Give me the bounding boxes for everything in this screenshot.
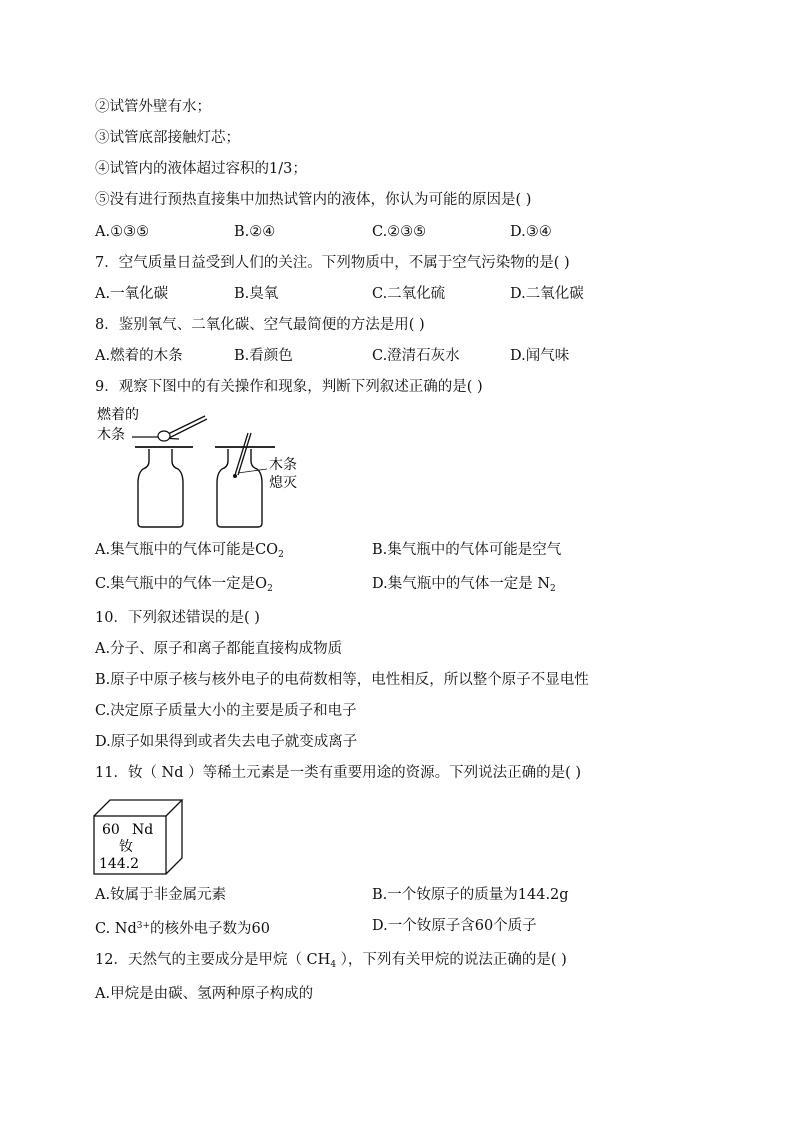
figure-label: 木条	[269, 457, 297, 473]
option: A.集气瓶中的气体可能是$CO_2$	[95, 542, 284, 560]
option: D.③④	[510, 224, 552, 240]
option: C.二氧化硫	[372, 286, 446, 302]
question-stem: 12．天然气的主要成分是甲烷（ $CH_4$ ），下列有关甲烷的说法正确的是( )	[95, 952, 567, 970]
option: B.臭氧	[234, 286, 279, 302]
wood-splint	[167, 419, 207, 439]
figure-label: 木条	[97, 427, 125, 443]
figure-label: 熄灭	[269, 475, 297, 491]
question-stem: 11．钕（ Nd ）等稀土元素是一类有重要用途的资源。下列说法正确的是( )	[95, 765, 582, 781]
element-card-figure	[92, 798, 187, 878]
option: A.分子、原子和离子都能直接构成物质	[95, 641, 343, 657]
gas-bottle-figure	[95, 403, 315, 531]
option: C.澄清石灰水	[372, 348, 460, 364]
element-name: 钕	[119, 839, 133, 855]
gas-bottle	[138, 449, 183, 527]
option: B.看颜色	[234, 348, 293, 364]
option: D.原子如果得到或者失去电子就变成离子	[95, 734, 358, 750]
question-stem: 10．下列叙述错误的是( )	[95, 610, 260, 626]
option: A.甲烷是由碳、氢两种原子构成的	[95, 986, 314, 1002]
option: D.集气瓶中的气体一定是 $N_2$	[372, 576, 556, 594]
element-symbol: Nd	[132, 822, 154, 838]
option: A.一氧化碳	[95, 286, 169, 302]
option: B.一个钕原子的质量为144.2g	[372, 887, 569, 903]
option: A.①③⑤	[95, 224, 150, 240]
text-line: ⑤没有进行预热直接集中加热试管内的液体，你认为可能的原因是( )	[95, 192, 532, 208]
option: D.一个钕原子含60个质子	[372, 918, 537, 934]
option: A.燃着的木条	[95, 348, 183, 364]
figure-label: 燃着的	[97, 407, 139, 423]
option: B.原子中原子核与核外电子的电荷数相等，电性相反，所以整个原子不显电性	[95, 672, 589, 688]
option: B.集气瓶中的气体可能是空气	[372, 542, 562, 558]
option: C.②③⑤	[372, 224, 427, 240]
question-stem: 7．空气质量日益受到人们的关注。下列物质中，不属于空气污染物的是( )	[95, 255, 570, 271]
atomic-number: 60	[102, 822, 120, 838]
flame	[158, 431, 170, 441]
question-stem: 9．观察下图中的有关操作和现象，判断下列叙述正确的是( )	[95, 379, 483, 395]
option: D.二氧化碳	[510, 286, 584, 302]
option: C. $Nd^{3+}$的核外电子数为60	[95, 921, 270, 937]
option: A.钕属于非金属元素	[95, 887, 227, 903]
text-line: ③试管底部接触灯芯；	[95, 130, 240, 146]
option: C.决定原子质量大小的主要是质子和电子	[95, 703, 357, 719]
text-line: ②试管外壁有水；	[95, 99, 211, 115]
option: C.集气瓶中的气体一定是$O_2$	[95, 576, 273, 594]
question-stem: 8．鉴别氧气、二氧化碳、空气最简便的方法是用( )	[95, 317, 425, 333]
wood-splint	[235, 433, 248, 475]
option: B.②④	[234, 224, 276, 240]
text-line: ④试管内的液体超过容积的1/3；	[95, 161, 307, 177]
option: D.闻气味	[510, 348, 570, 364]
atomic-mass: 144.2	[99, 856, 140, 872]
